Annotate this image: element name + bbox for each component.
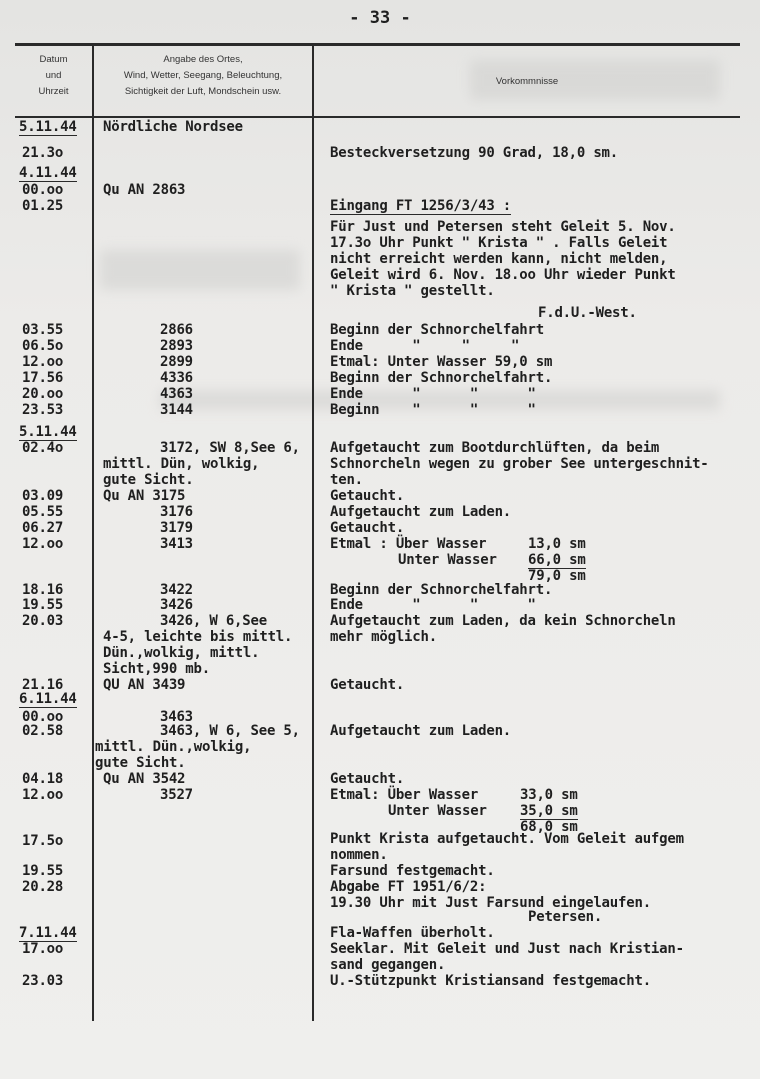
- time: 02.4o: [22, 440, 64, 456]
- grid-square: 3422: [160, 582, 193, 598]
- event: nommen.: [330, 847, 388, 863]
- event: Ende " " ": [330, 386, 536, 402]
- header-date-time: Datum und Uhrzeit: [38, 54, 69, 97]
- time: 05.55: [22, 504, 64, 520]
- time: 18.16: [22, 582, 64, 598]
- event: Für Just und Petersen steht Geleit 5. Nov.: [330, 219, 676, 235]
- event: Getaucht.: [330, 488, 405, 504]
- event: ten.: [330, 472, 363, 488]
- time: 06.27: [22, 520, 64, 536]
- event: Schnorcheln wegen zu grober See untergeschnit-: [330, 456, 709, 472]
- time: 20.28: [22, 879, 64, 895]
- date-heading: 6.11.44: [19, 691, 77, 707]
- location-weather: 4-5, leichte bis mittl.: [103, 629, 293, 645]
- event: Abgabe FT 1951/6/2:: [330, 879, 487, 895]
- distance: [520, 804, 578, 819]
- header-events: Vorkommnisse: [495, 76, 559, 87]
- event: Seeklar. Mit Geleit und Just nach Kristian-: [330, 941, 684, 957]
- location: Qu AN 3175: [103, 488, 186, 504]
- time: 23.03: [22, 973, 64, 989]
- time: 03.55: [22, 322, 64, 338]
- grid-square: 3176: [160, 504, 193, 520]
- event: Aufgetaucht zum Bootdurchlüften, da beim: [330, 440, 660, 456]
- date-heading: 7.11.44: [19, 925, 77, 941]
- time: 20.03: [22, 613, 64, 629]
- event: Ende " " ": [330, 597, 536, 613]
- event: Etmal : Über Wasser: [330, 536, 487, 552]
- time: 12.oo: [22, 354, 64, 370]
- distance-underlined: 66,0 sm: [528, 552, 586, 568]
- distance-total: 68,0 sm: [520, 819, 578, 835]
- event: Getaucht.: [330, 520, 405, 536]
- event: Beginn " " ": [330, 402, 536, 418]
- location: QU AN 3439: [103, 677, 186, 693]
- event: Beginn der Schnorchelfahrt: [330, 322, 544, 338]
- event: Unter Wasser: [388, 803, 487, 819]
- date-heading: 5.11.44: [19, 424, 77, 440]
- time: 01.25: [22, 198, 64, 214]
- time: 04.18: [22, 771, 64, 787]
- event: Ende " " ": [330, 338, 520, 354]
- location-weather: 3426, W 6,See: [160, 613, 267, 629]
- page-number: - 33 -: [349, 8, 411, 28]
- event: 17.3o Uhr Punkt " Krista " . Falls Geleit: [330, 235, 668, 251]
- location: Qu AN 2863: [103, 182, 186, 198]
- grid-square: 3426: [160, 597, 193, 613]
- time: 02.58: [22, 723, 64, 739]
- event: nicht erreicht werden kann, nicht melden,: [330, 251, 668, 267]
- time: 19.55: [22, 863, 64, 879]
- grid-square: 3463: [160, 709, 193, 725]
- location-weather: mittl. Dün.,wolkig,: [95, 739, 252, 755]
- event: 19.30 Uhr mit Just Farsund eingelaufen.: [330, 895, 651, 911]
- location-weather: Sicht,990 mb.: [103, 661, 210, 677]
- distance: 33,0 sm: [520, 787, 578, 803]
- time: 12.oo: [22, 787, 64, 803]
- time: 17.oo: [22, 941, 64, 957]
- location: Nördliche Nordsee: [103, 119, 243, 135]
- event: [330, 199, 511, 214]
- event: Getaucht.: [330, 677, 405, 693]
- date-heading: 4.11.44: [19, 165, 77, 181]
- event: Besteckversetzung 90 Grad, 18,0 sm.: [330, 145, 619, 161]
- location-weather: Dün.,wolkig, mittl.: [103, 645, 260, 661]
- grid-square: 2893: [160, 338, 193, 354]
- time: 21.3o: [22, 145, 64, 161]
- location-weather: gute Sicht.: [95, 755, 186, 771]
- time: 17.56: [22, 370, 64, 386]
- grid-square: 2899: [160, 354, 193, 370]
- event: Punkt Krista aufgetaucht. Vom Geleit aufgem: [330, 831, 684, 847]
- header-top-rule: [15, 43, 740, 46]
- time: 00.oo: [22, 709, 64, 725]
- event: Beginn der Schnorchelfahrt.: [330, 582, 553, 598]
- event: Aufgetaucht zum Laden, da kein Schnorcheln: [330, 613, 676, 629]
- location-weather: gute Sicht.: [103, 472, 194, 488]
- grid-square: 3527: [160, 787, 193, 803]
- event: Geleit wird 6. Nov. 18.oo Uhr wieder Punkt: [330, 267, 676, 283]
- event: " Krista " gestellt.: [330, 283, 495, 299]
- event: Etmal: Unter Wasser 59,0 sm: [330, 354, 553, 370]
- grid-square: 2866: [160, 322, 193, 338]
- location-weather: mittl. Dün, wolkig,: [103, 456, 260, 472]
- event: Aufgetaucht zum Laden.: [330, 723, 512, 739]
- event: sand gegangen.: [330, 957, 446, 973]
- column-divider-1: [92, 46, 94, 1021]
- date-heading: 5.11.44: [19, 119, 77, 135]
- event: U.-Stützpunkt Kristiansand festgemacht.: [330, 973, 651, 989]
- header-location-weather: Angabe des Ortes, Wind, Wetter, Seegang, Beleuchtung, Sichtigkeit der Luft, Mondschein usw.: [123, 54, 283, 97]
- bleed-through: [100, 250, 300, 290]
- grid-square: 4363: [160, 386, 193, 402]
- time: 20.oo: [22, 386, 64, 402]
- event-underlined: Eingang FT 1256/3/43 :: [330, 198, 512, 214]
- event: Unter Wasser: [398, 552, 497, 568]
- time: 21.16: [22, 677, 64, 693]
- grid-square: 3179: [160, 520, 193, 536]
- location-weather: 3463, W 6, See 5,: [160, 723, 300, 739]
- signature-petersen: Petersen.: [528, 909, 603, 925]
- event: Farsund festgemacht.: [330, 863, 495, 879]
- event: mehr möglich.: [330, 629, 437, 645]
- distance-underlined: 35,0 sm: [520, 803, 578, 819]
- distance: [528, 553, 586, 568]
- time: 00.oo: [22, 182, 64, 198]
- grid-square: 3144: [160, 402, 193, 418]
- column-divider-2: [312, 46, 314, 1021]
- time: 12.oo: [22, 536, 64, 552]
- event: Getaucht.: [330, 771, 405, 787]
- time: 23.53: [22, 402, 64, 418]
- header-bottom-rule: [15, 116, 740, 118]
- location: Qu AN 3542: [103, 771, 186, 787]
- signature-fdu-west: F.d.U.-West.: [538, 305, 637, 321]
- time: 03.09: [22, 488, 64, 504]
- event: Beginn der Schnorchelfahrt.: [330, 370, 553, 386]
- time: 19.55: [22, 597, 64, 613]
- event: Aufgetaucht zum Laden.: [330, 504, 512, 520]
- distance: 13,0 sm: [528, 536, 586, 552]
- distance-total: 79,0 sm: [528, 568, 586, 584]
- grid-square: 4336: [160, 370, 193, 386]
- location-weather: 3172, SW 8,See 6,: [160, 440, 300, 456]
- event: Etmal: Über Wasser: [330, 787, 479, 803]
- event: Fla-Waffen überholt.: [330, 925, 495, 941]
- grid-square: 3413: [160, 536, 193, 552]
- time: 17.5o: [22, 833, 64, 849]
- time: 06.5o: [22, 338, 64, 354]
